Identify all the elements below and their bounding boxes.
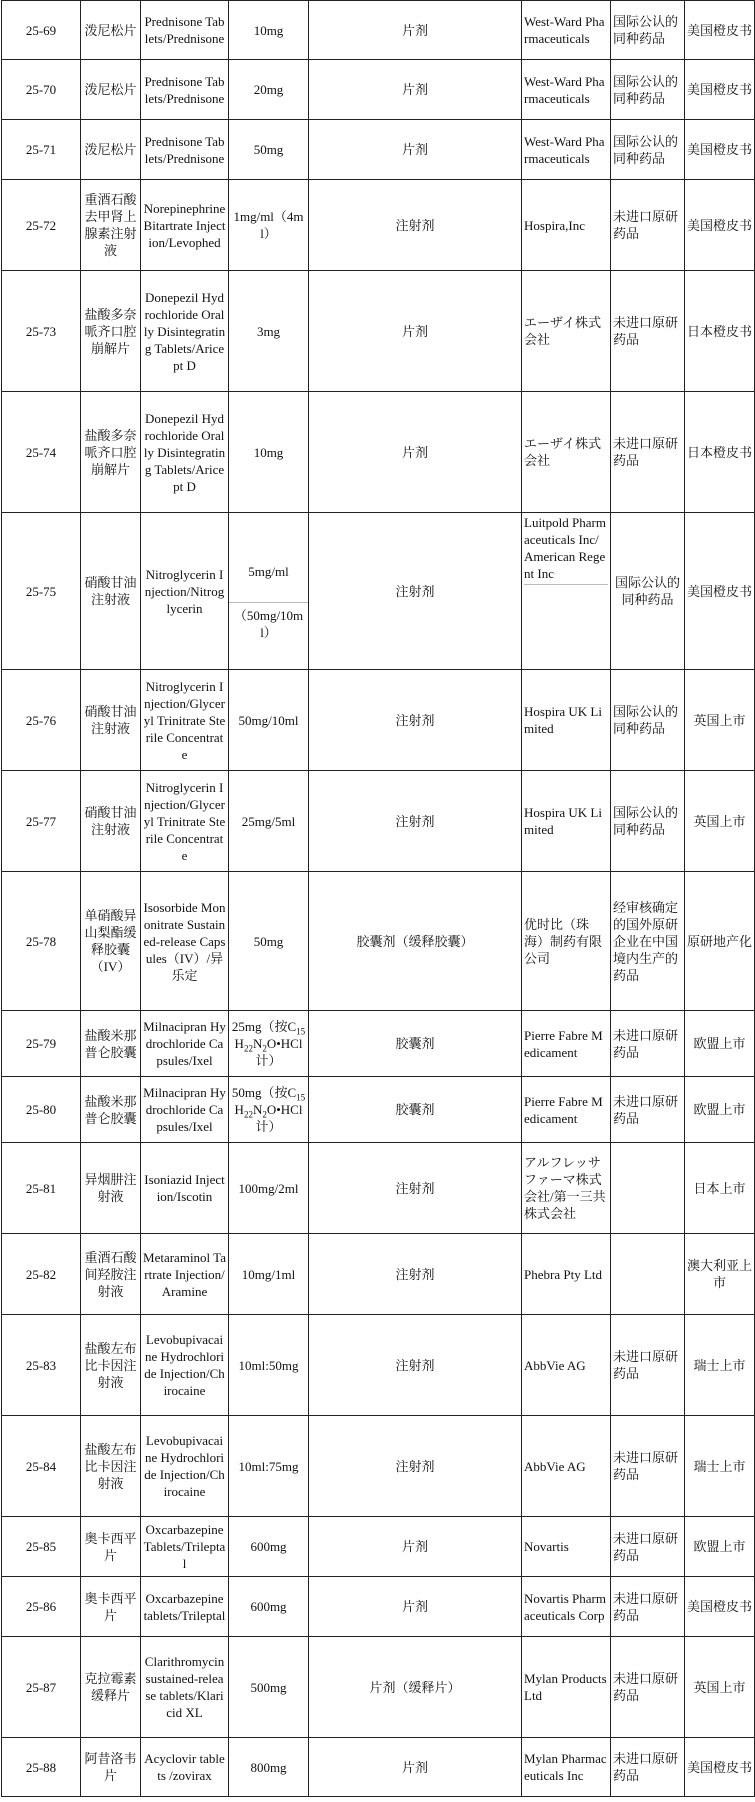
license-holder: West-Ward Pharmaceuticals [522,60,611,120]
reference-category: 国际公认的同种药品 [611,1,685,60]
listing-source: 原研地产化 [685,872,755,1011]
reference-category: 未进口原研药品 [611,1577,685,1637]
table-row [2,120,755,180]
spec-text: O•HCl计） [255,1036,303,1068]
spec-text: H [234,1102,244,1117]
license-holder: Novartis [522,1517,611,1577]
table-row [2,670,755,771]
license-holder: West-Ward Pharmaceuticals [522,120,611,180]
drug-name-cn: 异烟肼注射液 [81,1143,141,1234]
drug-name-cn: 重酒石酸去甲肾上腺素注射液 [81,180,141,271]
listing-source: 日本上市 [685,1143,755,1234]
dosage-form: 片剂 [309,120,522,180]
row-number: 25-79 [2,1011,81,1077]
drug-spec-split [229,513,309,670]
spec-text: N [252,1102,263,1117]
drug-spec: 20mg [229,60,309,120]
drug-name-cn: 盐酸米那普仑胶囊 [81,1011,141,1077]
listing-source: 美国橙皮书 [685,1738,755,1797]
drug-name-en: Clarithromycin sustained-release tablets/Klaricid XL [141,1637,229,1738]
listing-source: 美国橙皮书 [685,1,755,60]
drug-name-en: Donepezil Hydrochloride Orally Disintegrating Tablets/Aricept D [141,392,229,513]
listing-source: 瑞士上市 [685,1315,755,1416]
drug-name-en: Milnacipran Hydrochloride Capsules/Ixel [141,1077,229,1143]
drug-name-en: Nitroglycerin Injection/Glyceryl Trinitrate Sterile Concentrate [141,771,229,872]
drug-spec [229,1011,309,1077]
listing-source: 英国上市 [685,1637,755,1738]
dosage-form: 注射剂 [309,670,522,771]
drug-name-cn: 重酒石酸间羟胺注射液 [81,1234,141,1315]
listing-source: 英国上市 [685,670,755,771]
dosage-form: 注射剂 [309,1315,522,1416]
listing-source: 欧盟上市 [685,1011,755,1077]
drug-name-en: Norepinephrine Bitartrate Injection/Levophed [141,180,229,271]
drug-name-cn: 克拉霉素缓释片 [81,1637,141,1738]
license-holder: Phebra Pty Ltd [522,1234,611,1315]
dosage-form: 片剂（缓释片） [309,1637,522,1738]
reference-category: 未进口原研药品 [611,1077,685,1143]
dosage-form: 片剂 [309,271,522,392]
drug-spec: 10mg [229,1,309,60]
dosage-form: 片剂 [309,1577,522,1637]
drug-name-cn: 硝酸甘油注射液 [81,670,141,771]
drug-name-cn: 泼尼松片 [81,60,141,120]
license-holder: Hospira,Inc [522,180,611,271]
row-number: 25-83 [2,1315,81,1416]
license-holder: AbbVie AG [522,1416,611,1517]
table-row [2,1517,755,1577]
drug-spec: 10mg/1ml [229,1234,309,1315]
listing-source: 英国上市 [685,771,755,872]
drug-spec-secondary: （50mg/10ml） [233,608,304,640]
drug-spec: 500mg [229,1637,309,1738]
drug-spec: 1mg/ml（4ml） [229,180,309,271]
dosage-form: 注射剂 [309,180,522,271]
license-holder: Novartis Pharmaceuticals Corp [522,1577,611,1637]
listing-source: 欧盟上市 [685,1517,755,1577]
dosage-form: 胶囊剂 [309,1011,522,1077]
license-holder: Hospira UK Limited [522,670,611,771]
reference-category: 未进口原研药品 [611,180,685,271]
dosage-form: 片剂 [309,392,522,513]
dosage-form: 注射剂 [309,1234,522,1315]
drug-name-cn: 泼尼松片 [81,1,141,60]
drug-name-cn: 阿昔洛韦片 [81,1738,141,1797]
row-number: 25-70 [2,60,81,120]
table-row [2,1,755,60]
listing-source: 美国橙皮书 [685,120,755,180]
reference-category [611,1234,685,1315]
spec-text: H [234,1036,244,1051]
drug-spec: 25mg/5ml [229,771,309,872]
row-number: 25-76 [2,670,81,771]
table-row [2,392,755,513]
row-number: 25-71 [2,120,81,180]
license-holder: West-Ward Pharmaceuticals [522,1,611,60]
reference-category: 未进口原研药品 [611,1637,685,1738]
listing-source: 美国橙皮书 [685,1577,755,1637]
row-number: 25-87 [2,1637,81,1738]
row-number: 25-82 [2,1234,81,1315]
license-holder: Mylan Pharmaceuticals Inc [522,1738,611,1797]
drug-name-en: Levobupivacaine Hydrochloride Injection/Chirocaine [141,1315,229,1416]
table-row [2,1416,755,1517]
row-number: 25-84 [2,1416,81,1517]
reference-category: 国际公认的同种药品 [611,120,685,180]
drug-spec: 50mg [229,120,309,180]
table-row [2,180,755,271]
drug-name-cn: 盐酸米那普仑胶囊 [81,1077,141,1143]
drug-name-en: Isoniazid Injection/Iscotin [141,1143,229,1234]
table-row [2,1315,755,1416]
listing-source: 日本橙皮书 [685,271,755,392]
drug-spec: 10mg [229,392,309,513]
drug-name-en: Milnacipran Hydrochloride Capsules/Ixel [141,1011,229,1077]
spec-sub: 22 [243,1043,253,1054]
table-row [2,1738,755,1797]
spec-sub: 15 [296,1026,306,1037]
spec-text: N [252,1036,263,1051]
table-row [2,60,755,120]
reference-category: 经审核确定的国外原研企业在中国境内生产的药品 [611,872,685,1011]
drug-name-en: Oxcarbazepine tablets/Trileptal [141,1577,229,1637]
drug-name-en: Levobupivacaine Hydrochloride Injection/Chirocaine [141,1416,229,1517]
dosage-form: 片剂 [309,1,522,60]
drug-name-en: Prednisone Tablets/Prednisone [141,120,229,180]
license-holder: 优时比（珠海）制药有限公司 [522,872,611,1011]
drug-name-en: Donepezil Hydrochloride Orally Disintegrating Tablets/Aricept D [141,271,229,392]
spec-sub: 2 [262,1109,267,1120]
row-number: 25-69 [2,1,81,60]
license-holder: Hospira UK Limited [522,771,611,872]
row-number: 25-75 [2,513,81,670]
reference-category: 国际公认的同种药品 [611,513,685,670]
drug-name-en: Prednisone Tablets/Prednisone [141,60,229,120]
drug-spec: 50mg/10ml [229,670,309,771]
listing-source: 日本橙皮书 [685,392,755,513]
reference-category: 未进口原研药品 [611,1517,685,1577]
listing-source: 美国橙皮书 [685,180,755,271]
drug-name-cn: 盐酸左布比卡因注射液 [81,1315,141,1416]
listing-source: 欧盟上市 [685,1077,755,1143]
dosage-form: 注射剂 [309,513,522,670]
spec-sub: 22 [243,1109,253,1120]
drug-name-en: Nitroglycerin Injection/Nitroglycerin [141,513,229,670]
dosage-form: 片剂 [309,1738,522,1797]
reference-category: 未进口原研药品 [611,271,685,392]
drug-name-cn: 单硝酸异山梨酯缓释胶囊（IV） [81,872,141,1011]
drug-spec: 10ml:50mg [229,1315,309,1416]
license-holder [522,513,611,670]
dosage-form: 胶囊剂（缓释胶囊） [309,872,522,1011]
drug-name-en: Prednisone Tablets/Prednisone [141,1,229,60]
table-row [2,271,755,392]
drug-name-en: Oxcarbazepine Tablets/Trileptal [141,1517,229,1577]
drug-spec: 10ml:75mg [229,1416,309,1517]
reference-category: 未进口原研药品 [611,1738,685,1797]
license-holder: AbbVie AG [522,1315,611,1416]
row-number: 25-72 [2,180,81,271]
drug-spec: 600mg [229,1517,309,1577]
table-row [2,1234,755,1315]
dosage-form: 片剂 [309,60,522,120]
reference-category [611,1143,685,1234]
dosage-form: 注射剂 [309,771,522,872]
license-holder: Mylan Products Ltd [522,1637,611,1738]
spec-text: 50mg（按C [231,1085,297,1100]
drug-name-cn: 盐酸左布比卡因注射液 [81,1416,141,1517]
license-holder: エーザイ株式会社 [522,271,611,392]
table-row [2,1011,755,1077]
dosage-form: 注射剂 [309,1143,522,1234]
row-number: 25-80 [2,1077,81,1143]
row-number: 25-74 [2,392,81,513]
reference-category: 未进口原研药品 [611,392,685,513]
drug-name-en: Isosorbide Mononitrate Sustained-release Capsules（IV）/异乐定 [141,872,229,1011]
table-row [2,872,755,1011]
table-row [2,1637,755,1738]
table-row [2,1143,755,1234]
row-number: 25-78 [2,872,81,1011]
row-number: 25-77 [2,771,81,872]
listing-source: 美国橙皮书 [685,513,755,670]
spec-sub: 2 [262,1043,267,1054]
row-number: 25-88 [2,1738,81,1797]
listing-source: 澳大利亚上市 [685,1234,755,1315]
drug-spec: 600mg [229,1577,309,1637]
table-row [2,1577,755,1637]
listing-source: 美国橙皮书 [685,60,755,120]
reference-category: 未进口原研药品 [611,1416,685,1517]
reference-category: 未进口原研药品 [611,1315,685,1416]
row-number: 25-86 [2,1577,81,1637]
license-holder-text: Luitpold Pharmaceuticals Inc/American Regent Inc [524,514,608,585]
drug-name-cn: 硝酸甘油注射液 [81,513,141,670]
table-row [2,771,755,872]
dosage-form: 片剂 [309,1517,522,1577]
license-holder: Pierre Fabre Medicament [522,1011,611,1077]
spec-sub: 15 [296,1092,306,1103]
drug-spec [229,1077,309,1143]
reference-category: 未进口原研药品 [611,1011,685,1077]
license-holder: Pierre Fabre Medicament [522,1077,611,1143]
drug-name-cn: 奥卡西平片 [81,1517,141,1577]
dosage-form: 注射剂 [309,1416,522,1517]
dosage-form: 胶囊剂 [309,1077,522,1143]
drug-name-cn: 泼尼松片 [81,120,141,180]
row-number: 25-81 [2,1143,81,1234]
drug-name-cn: 奥卡西平片 [81,1577,141,1637]
drug-name-en: Nitroglycerin Injection/Glyceryl Trinitrate Sterile Concentrate [141,670,229,771]
license-holder: アルフレッサ ファーマ株式会社/第一三共株式会社 [522,1143,611,1234]
drug-name-en: Metaraminol Tartrate Injection/Aramine [141,1234,229,1315]
drug-spec: 50mg [229,872,309,1011]
drug-spec: 5mg/ml [229,541,308,603]
spec-text: O•HCl计） [255,1102,303,1134]
drug-name-en: Acyclovir tablets /zovirax [141,1738,229,1797]
drug-spec: 800mg [229,1738,309,1797]
reference-category: 国际公认的同种药品 [611,670,685,771]
drug-name-cn: 硝酸甘油注射液 [81,771,141,872]
reference-category: 国际公认的同种药品 [611,60,685,120]
license-holder: エーザイ株式会社 [522,392,611,513]
table-body [2,1,755,1797]
table-row [2,513,755,670]
drug-name-cn: 盐酸多奈哌齐口腔崩解片 [81,392,141,513]
spec-text: 25mg（按C [231,1019,297,1034]
row-number: 25-85 [2,1517,81,1577]
reference-category: 国际公认的同种药品 [611,771,685,872]
row-number: 25-73 [2,271,81,392]
drug-spec: 3mg [229,271,309,392]
listing-source: 瑞士上市 [685,1416,755,1517]
drug-name-cn: 盐酸多奈哌齐口腔崩解片 [81,271,141,392]
drug-spec: 100mg/2ml [229,1143,309,1234]
drug-list-table [1,0,755,1797]
table-row [2,1077,755,1143]
